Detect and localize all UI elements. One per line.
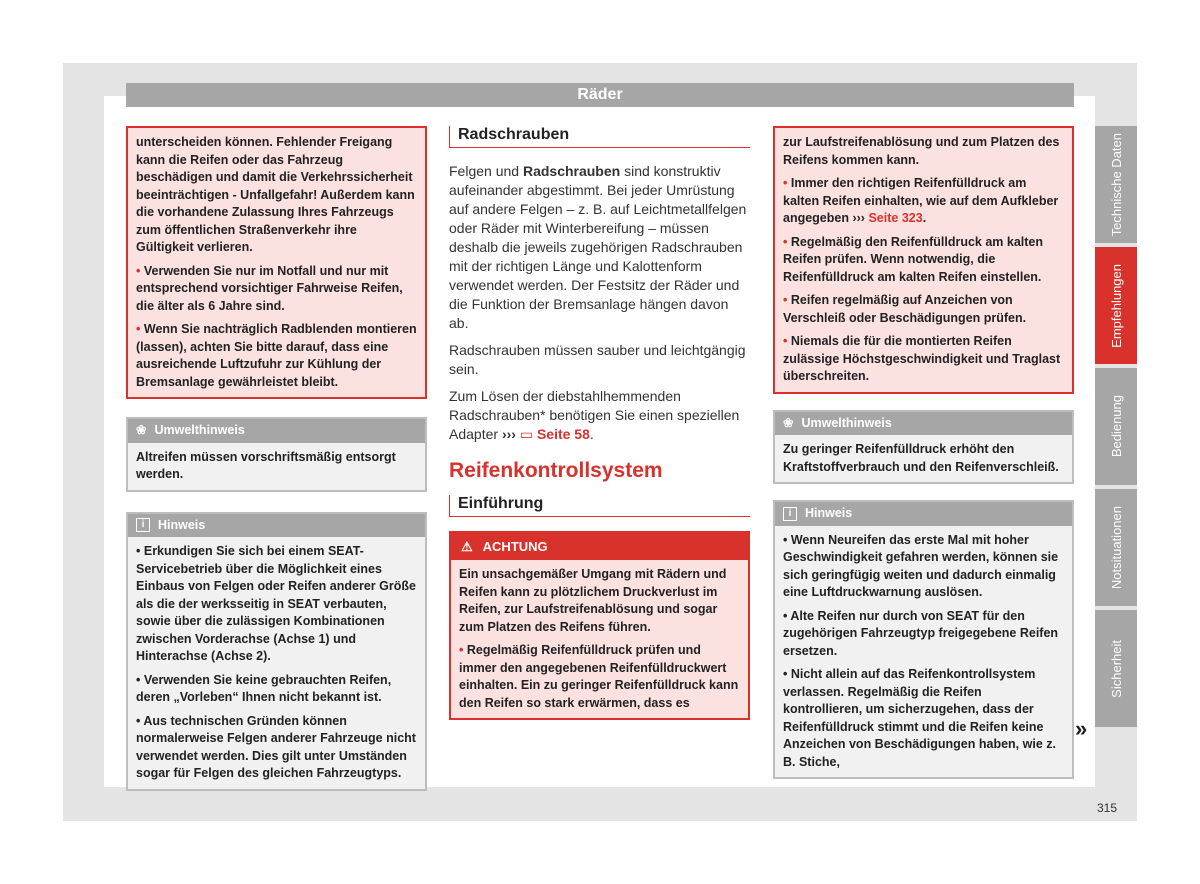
environment-note-header [775,412,1072,436]
warning-text: zur Laufstreifenablösung und zum Platzen des Reifens kommen kann. [783,135,1060,167]
info-bullet: • Erkundigen Sie sich bei einem SEAT-Servicebetrieb über die Möglichkeit eines Einbaus von Felgen oder Reifen anderer Größe als die der werksseitig in SEAT verbauten, sowie über die zulässigen Kombinationen zwischen Vorderachse (Achse 1) und Hinterachse (Achse 2). [136,544,416,663]
chapter-header: Räder [126,83,1074,107]
page-link[interactable]: Seite 58 [536,425,590,442]
flower-icon: ❀ [783,415,794,430]
section-title: Reifenkontrollsystem [449,458,663,482]
warning-bullet: • Reifen regelmäßig auf Anzeichen von Verschleiß oder Beschädigungen prüfen. [783,293,1027,325]
warning-bullet: • Verwenden Sie nur im Notfall und nur mit entsprechend vorsichtiger Fahrweise Reifen, die älter als 6 Jahre sind. [136,263,403,313]
info-note-header [775,502,1072,526]
info-note [126,512,427,791]
environment-note-header [128,419,425,443]
right-column [773,126,1074,779]
continue-mark: » [1075,716,1088,741]
info-icon: i [783,507,797,521]
paragraph: Felgen und Radschrauben sind konstruktiv aufeinander abgestimmt. Bei jeder Umrüstung auf andere Felgen – z. B. auf Leichtmetallfelgen oder Räder mit Winterbereifung – müssen deshalb die jeweils zugehörigen Radschrauben mit der richtigen Länge und Kalottenform verwendet werden. Der Festsitz der Räder und die Funktion der Bremsanlage hängen davon ab. [449,162,747,331]
side-tab-notsituationen[interactable]: Notsituationen [1095,489,1137,606]
page-link[interactable]: Seite 323 [868,211,923,225]
info-note-header [128,514,425,538]
warning-bullet: • Regelmäßig den Reifenfülldruck am kalten Reifen prüfen. Wenn notwendig, die Reifenfülldruck am kalten Reifen einstellen. [783,234,1044,284]
environment-note [126,417,427,492]
left-column [126,126,427,791]
warning-bullet: • Immer den richtigen Reifenfülldruck am kalten Reifen einhalten, wie auf dem Aufkleber angegeben ››› Seite 323. [783,176,1059,225]
flower-icon: ❀ [136,423,147,437]
environment-note [773,410,1074,485]
warning-text: unterscheiden können. Fehlender Freigang kann die Reifen oder das Fahrzeug beschädigen und damit die Verkehrssicherheit beeinträchtigen - Unfallgefahr! Außerdem kann die vorhandene Zulassung Ihres Fahrzeugs zum öffentlichen Straßenverkehr ihre Gültigkeit verlieren. [136,135,415,254]
warning-continuation-box [773,126,1074,394]
paragraph: Zum Lösen der diebstahlhemmenden Radschrauben* benötigen Sie einen speziellen Adapter ››› ▭ Seite 58. [449,387,740,442]
side-tab-bedienung[interactable]: Bedienung [1095,368,1137,485]
environment-note-title: Umwelthinweis [801,415,892,430]
environment-note-text: Zu geringer Reifenfülldruck erhöht den Kraftstoffverbrauch und den Reifenverschleiß. [783,442,1059,474]
info-icon: i [136,518,150,532]
caution-box [449,531,750,721]
warning-bullet: • Niemals die für die montierten Reifen zulässige Höchstgeschwindigkeit und Traglast überschreiten. [783,334,1061,383]
warning-bullet: • Wenn Sie nachträglich Radblenden montieren (lassen), achten Sie bitte darauf, dass eine ausreichende Luftzufuhr zur Kühlung der Bremsanlage gewährleistet bleibt. [136,322,417,389]
info-bullet: • Verwenden Sie keine gebrauchten Reifen, deren „Vorleben“ Ihnen nicht bekannt ist. [136,672,392,704]
info-bullet: • Wenn Neureifen das erste Mal mit hoher Geschwindigkeit gefahren werden, können sie sich geringfügig weiten und dadurch einmalig eine Luftdruckwarnung auslösen. [783,532,1059,599]
caution-header [451,533,748,561]
einfuehrung-heading: Einführung [449,495,750,517]
info-note [773,500,1074,779]
info-bullet: • Aus technischen Gründen können normalerweise Felgen anderer Fahrzeuge nicht verwendet werden. Dies gilt unter Umständen sogar für Felgen des gleichen Fahrzeugtyps. [136,713,416,780]
book-link-icon: ▭ [519,425,534,442]
info-note-title: Hinweis [158,517,206,532]
paragraph: Radschrauben müssen sauber und leichtgängig sein. [449,341,746,377]
radschrauben-heading: Radschrauben [449,126,750,148]
side-tab-sicherheit[interactable]: Sicherheit [1095,610,1137,727]
radschrauben-body [449,162,750,444]
caution-text: Ein unsachgemäßer Umgang mit Rädern und Reifen kann zu plötzlichem Druckverlust im Reifen, zur Laufstreifenablösung und sogar zum Platzen des Reifens führen. [459,567,727,634]
warning-continuation-box [126,126,427,399]
environment-note-title: Umwelthinweis [154,423,245,437]
info-note-title: Hinweis [805,506,853,520]
caution-title: ACHTUNG [482,538,548,554]
side-tab-empfehlungen[interactable]: Empfehlungen [1095,247,1137,364]
middle-column [449,126,750,720]
environment-note-text: Altreifen müssen vorschriftsmäßig entsorgt werden. [136,449,396,481]
info-bullet: • Alte Reifen nur durch von SEAT für den zugehörigen Fahrzeugtyp freigegebene Reifen ersetzen. [783,608,1059,658]
info-bullet: • Nicht allein auf das Reifenkontrollsystem verlassen. Regelmäßig die Reifen kontrollieren, um sicherzugehen, dass der Reifenfülldruck stimmt und die Reifen keine Anzeichen von Beschädigungen haben, wie z. B. Stiche, [783,667,1056,769]
page-number: 315 [1097,801,1118,815]
warning-triangle-icon: ⚠ [461,538,473,554]
side-tab-technische-daten[interactable]: Technische Daten [1095,126,1137,243]
caution-bullet: • Regelmäßig Reifenfülldruck prüfen und immer den angegebenen Reifenfülldruckwert einhalten. Ein zu geringer Reifenfülldruck kann den Reifen so stark erwärmen, dass es [459,643,739,710]
